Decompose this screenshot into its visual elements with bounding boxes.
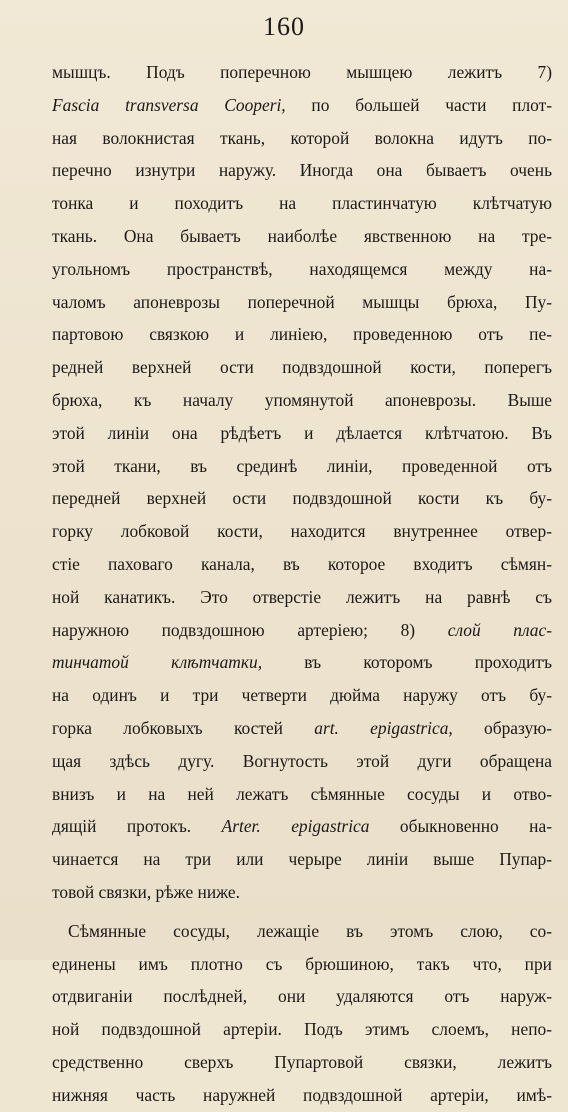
text-segment: этой линіи она рѣдѣетъ и дѣлается клѣтчатою. Въ xyxy=(52,422,552,443)
text-line xyxy=(52,253,552,286)
text-segment: брюха, къ началу упомянутой апоневрозы. Выше xyxy=(52,389,552,410)
text-segment: редней верхней ости подвздошной кости, поперегъ xyxy=(52,357,552,378)
text-line xyxy=(52,745,552,778)
text-line xyxy=(52,1046,552,1079)
text-line xyxy=(52,843,552,876)
text-segment: горку лобковой кости, находится внутреннее отвер- xyxy=(52,521,552,542)
text-segment: этой ткани, въ срединѣ линіи, проведенной отъ xyxy=(52,455,552,476)
text-segment: средственно сверхъ Пупартовой связки, лежитъ xyxy=(52,1051,552,1072)
text-segment: внизъ и на ней лежатъ сѣмянные сосуды и отво- xyxy=(52,783,552,804)
text-line xyxy=(52,712,552,745)
text-segment: мышцъ. Подъ поперечною мышцею лежитъ 7) xyxy=(52,62,552,82)
text-segment: отдвиганіи послѣдней, они удаляются отъ наруж- xyxy=(52,986,552,1007)
text-line xyxy=(52,948,552,981)
text-line xyxy=(52,515,552,548)
text-segment: наружною подвздошною артеріею; 8) xyxy=(52,619,448,640)
text-segment: ная волокнистая ткань, которой волокна идутъ по- xyxy=(52,127,552,148)
text-line xyxy=(52,1079,552,1112)
text-line xyxy=(52,810,552,843)
text-segment: перечно изнутри наружу. Иногда она бываетъ очень xyxy=(52,160,552,181)
text-segment: угольномъ пространствѣ, находящемся между на- xyxy=(52,258,552,279)
text-line xyxy=(52,778,552,811)
text-segment: чаломъ апоневрозы поперечной мышцы брюха, Пу- xyxy=(52,291,552,312)
text-segment: въ которомъ проходитъ xyxy=(262,652,552,673)
text-segment: стіе паховаго канала, въ которое входитъ сѣмян- xyxy=(52,553,552,574)
italic-text-segment: art. epigastrica, xyxy=(314,717,453,738)
text-line xyxy=(52,876,552,909)
text-line xyxy=(52,679,552,712)
italic-text-segment: Arter. epigastrica xyxy=(221,816,370,837)
text-segment: единены имъ плотно съ брюшиною, такъ что, при xyxy=(52,953,552,974)
text-segment: по большей части плот- xyxy=(285,94,552,115)
text-line xyxy=(52,56,552,89)
italic-text-segment: слой плас- xyxy=(447,619,552,640)
text-line xyxy=(52,384,552,417)
text-line xyxy=(52,548,552,581)
text-line xyxy=(52,154,552,187)
body-text xyxy=(52,56,552,1112)
text-segment: обыкновенно на- xyxy=(369,816,552,837)
text-line xyxy=(52,450,552,483)
page-number: 160 xyxy=(263,12,305,41)
text-segment: партовою связкою и линіею, проведенною отъ пе- xyxy=(52,324,552,345)
text-line xyxy=(52,1013,552,1046)
text-segment: Сѣмянные сосуды, лежащіе въ этомъ слою, со- xyxy=(68,920,552,941)
text-line xyxy=(52,89,552,122)
text-segment: на одинъ и три четверти дюйма наружу отъ бу- xyxy=(52,685,552,706)
text-line xyxy=(52,417,552,450)
text-segment: чинается на три или черыре линіи выше Пупар- xyxy=(52,849,552,870)
text-line xyxy=(52,187,552,220)
text-line xyxy=(52,614,552,647)
italic-text-segment: Fascia transversa Cooperi, xyxy=(52,94,286,115)
text-segment: товой связки, рѣже ниже. xyxy=(52,881,240,902)
text-segment: ной канатикъ. Это отверстіе лежитъ на равнѣ съ xyxy=(52,586,552,607)
text-segment: ткань. Она бываетъ наиболѣе явственною на тре- xyxy=(52,225,552,246)
text-line xyxy=(52,915,552,948)
text-segment: образую- xyxy=(452,717,552,738)
text-line xyxy=(52,646,552,679)
text-line xyxy=(52,220,552,253)
text-line xyxy=(52,318,552,351)
text-line xyxy=(52,122,552,155)
text-line xyxy=(52,286,552,319)
text-line xyxy=(52,581,552,614)
text-segment: тонка и походитъ на пластинчатую клѣтчатую xyxy=(52,193,552,214)
text-segment: щая здѣсь дугу. Вогнутость этой дуги обращена xyxy=(52,750,552,771)
text-segment: дящій протокъ. xyxy=(52,816,222,837)
text-line xyxy=(52,351,552,384)
text-segment: ной подвздошной артеріи. Подъ этимъ слоемъ, непо- xyxy=(52,1019,552,1040)
text-line xyxy=(52,482,552,515)
italic-text-segment: тинчатой клѣтчатки, xyxy=(52,652,263,673)
text-segment: передней верхней ости подвздошной кости къ бу- xyxy=(52,488,552,509)
text-segment: горка лобковыхъ костей xyxy=(52,717,315,738)
text-segment: нижняя часть наружней подвздошной артеріи, имѣ- xyxy=(52,1084,552,1105)
text-line xyxy=(52,980,552,1013)
